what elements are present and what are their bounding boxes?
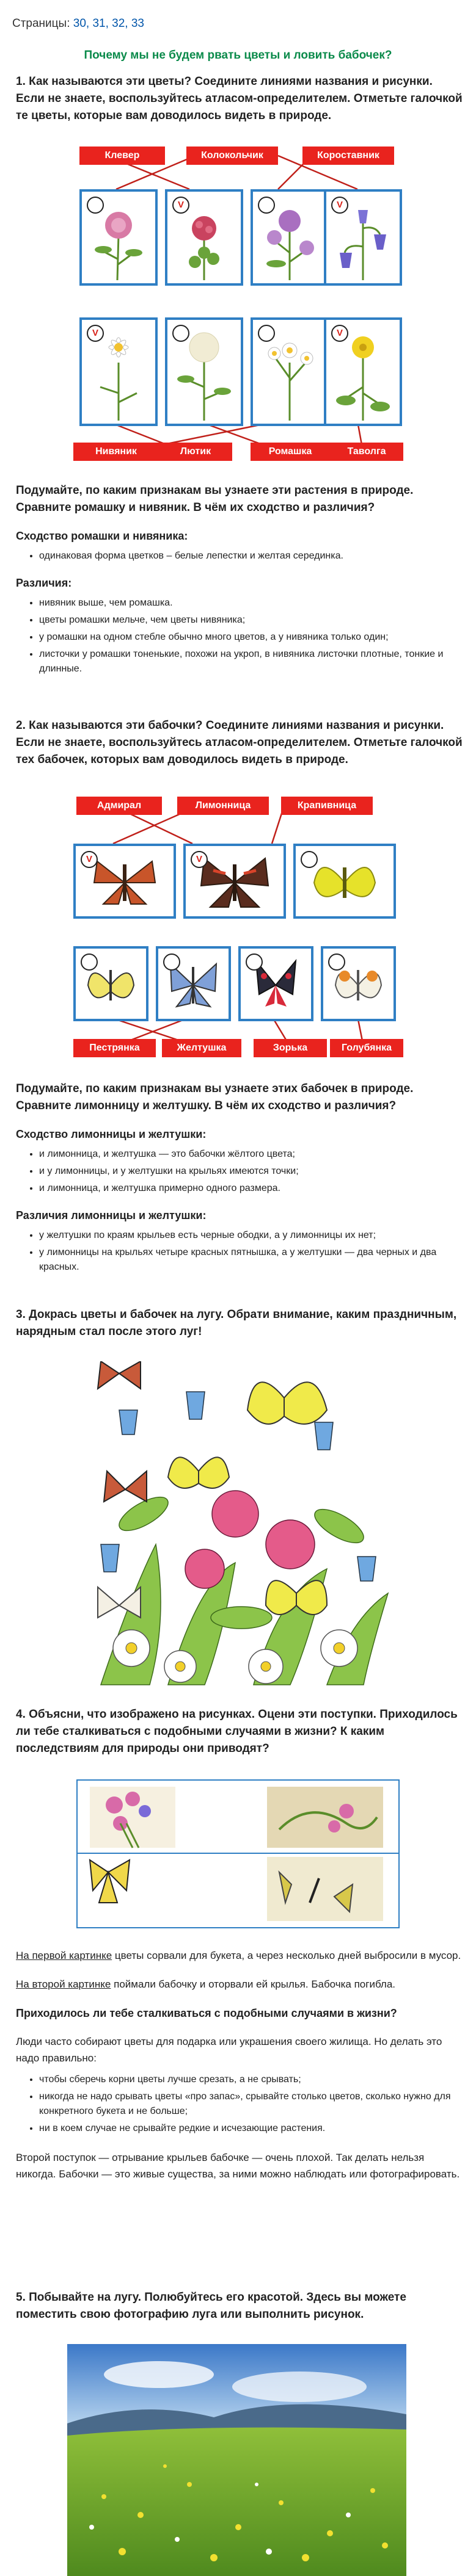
checkbox-circle[interactable] — [301, 851, 318, 868]
label-romashka: Ромашка — [251, 443, 330, 461]
task4-block — [16, 1706, 464, 1757]
divider — [78, 1853, 398, 1854]
compare2-diff-title: Различия лимонницы и желтушки: — [16, 1209, 207, 1221]
list-item: • чтобы сберечь корни цветы лучше срезать, а не срывать; — [39, 2072, 464, 2087]
flower-card-kolokolchik — [324, 189, 402, 286]
task2-question-block — [16, 717, 464, 769]
butterfly-card-admiral — [183, 844, 286, 919]
list-item: • у ромашки на одном стебле обычно много цветов, а у нивяника только один; — [39, 630, 464, 645]
answer-2-link[interactable]: На второй картинке — [16, 1978, 111, 1990]
list-item: • листочки у ромашки тоненькие, похожи на укроп, в нивяника листочки плотные, тонкие и длинные. — [39, 647, 464, 676]
task4-question: 4. Объясни, что изображено на рисунках. Оцени эти поступки. Приходилось ли тебе сталкиваться с подобными случаями в жизни? К каким последствиям для природы они приводят? — [16, 1708, 458, 1755]
compare1-block — [16, 482, 464, 679]
list-item: • одинаковая форма цветков – белые лепестки и желтая серединка. — [39, 549, 464, 563]
label-kolokolchik: Колокольчик — [186, 147, 278, 165]
flower-card-taleb — [251, 189, 329, 286]
actions-drawing — [78, 1781, 398, 1927]
list-item: • и лимонница, и желтушка примерно одного размера. — [39, 1181, 464, 1196]
list-item: • цветы ромашки мельче, чем цветы нивяника; — [39, 613, 464, 628]
list-item: • никогда не надо срывать цветы «про запас», срывайте столько цветов, сколько нужно для конкретного букета и не больше; — [39, 2089, 464, 2119]
answer-1 — [16, 1947, 464, 1964]
checkbox-checked[interactable]: V — [331, 325, 348, 342]
label-pestryanka: Пестрянка — [73, 1039, 156, 1057]
label-korostavnik: Короставник — [302, 147, 394, 165]
meadow-photo — [67, 2344, 406, 2576]
actions-picture — [76, 1779, 400, 1928]
butterfly-card-krapivnitsa — [73, 844, 176, 919]
flowers-exercise — [70, 143, 406, 467]
compare2-question: Подумайте, по каким признакам вы узнаете этих бабочек в природе. Сравните лимонницу и желтушку. В чём их сходство и различия? — [16, 1082, 414, 1112]
meadow-coloring-picture — [82, 1361, 394, 1691]
task5-question: 5. Побывайте на лугу. Полюбуйтесь его красотой. Здесь вы можете поместить свою фотографию луга или выполнить рисунок. — [16, 2291, 406, 2321]
answer-1-link[interactable]: На первой картинке — [16, 1950, 112, 1961]
checkbox-checked[interactable]: V — [87, 325, 104, 342]
task2-question: 2. Как называются эти бабочки? Соедините линиями названия и рисунки. Если не знаете, воспользуйтесь атласом-определителем. Отметьте галочкой тех бабочек, которых вам доводилось видеть в природе. — [16, 719, 463, 766]
pages-links[interactable]: 30, 31, 32, 33 — [73, 17, 144, 30]
meadow-landscape — [67, 2344, 406, 2576]
label-zheltushka: Желтушка — [162, 1039, 241, 1057]
list-item: • у желтушки по краям крыльев есть черные ободки, а у лимонницы их нет; — [39, 1228, 464, 1243]
checkbox-checked[interactable]: V — [81, 851, 98, 868]
checkbox-checked[interactable]: V — [191, 851, 208, 868]
flower-card-romashka — [251, 317, 329, 426]
label-limonnitsa: Лимонница — [177, 797, 269, 815]
label-golubyanka: Голубянка — [330, 1039, 403, 1057]
checkbox-circle[interactable] — [172, 325, 189, 342]
task3-question: 3. Докрась цветы и бабочек на лугу. Обрати внимание, каким праздничным, нарядным стал после этого луг! — [16, 1308, 457, 1338]
task4-p2: Второй поступок — отрывание крыльев бабочке — очень плохой. Так делать нельзя никогда. Бабочки — это живые существа, за ними можно наблюдать или фотографировать. — [16, 2152, 460, 2180]
task1-question-block — [16, 73, 464, 125]
compare2-block — [16, 1080, 464, 1277]
answer-2-text: поймали бабочку и оторвали ей крылья. Бабочка погибла. — [111, 1978, 396, 1990]
compare1-diff-list — [16, 596, 464, 676]
task4-q2: Приходилось ли тебе сталкиваться с подобными случаями в жизни? — [16, 2007, 397, 2019]
list-item: • у лимонницы на крыльях четыре красных пятнышка, а у желтушки — два черных и два красных. — [39, 1245, 464, 1275]
checkbox-checked[interactable]: V — [331, 197, 348, 214]
flower-card-klever — [165, 189, 243, 286]
label-tavolga: Таволга — [330, 443, 403, 461]
checkbox-checked[interactable]: V — [172, 197, 189, 214]
compare1-sim-list — [16, 549, 464, 563]
flower-card-nivyanik — [79, 189, 158, 286]
label-admiral: Адмирал — [76, 797, 162, 815]
butterfly-card-limonnitsa — [293, 844, 396, 919]
list-item: • и у лимонницы, и у желтушки на крыльях имеются точки; — [39, 1164, 464, 1179]
meadow-drawing — [82, 1361, 394, 1691]
compare2-sim-title: Сходство лимонницы и желтушки: — [16, 1128, 207, 1140]
checkbox-circle[interactable] — [87, 197, 104, 214]
compare2-diff-list — [16, 1228, 464, 1275]
compare1-question: Подумайте, по каким признакам вы узнаете эти растения в природе. Сравните ромашку и нивяник. В чём их сходство и различия? — [16, 484, 414, 514]
list-item: • и лимонница, и желтушка — это бабочки жёлтого цвета; — [39, 1147, 464, 1162]
butterfly-card-zorka — [321, 946, 396, 1021]
butterfly-card-pestryanka — [238, 946, 313, 1021]
pages-line — [0, 0, 476, 31]
list-item: • ни в коем случае не срывайте редкие и исчезающие растения. — [39, 2121, 464, 2136]
pages-prefix: Страницы: — [12, 17, 70, 30]
flower-card-tavolga — [165, 317, 243, 426]
label-lyutik: Лютик — [159, 443, 232, 461]
task1-question: 1. Как называются эти цветы? Соедините линиями названия и рисунки. Если не знаете, воспользуйтесь атласом-определителем. Отметьте галочкой те цветы, которые вам доводилось видеть в природе. — [16, 75, 463, 122]
answer-1-text: цветы сорвали для букета, а через несколько дней выбросили в мусор. — [112, 1950, 461, 1961]
page-title: Почему мы не будем рвать цветы и ловить бабочек? — [84, 49, 392, 62]
checkbox-circle[interactable] — [163, 953, 180, 971]
checkbox-circle[interactable] — [258, 197, 275, 214]
label-nivyanik: Нивяник — [73, 443, 159, 461]
checkbox-circle[interactable] — [258, 325, 275, 342]
butterfly-link-lines — [70, 794, 406, 1062]
list-item: • нивяник выше, чем ромашка. — [39, 596, 464, 610]
task4-rules — [16, 2072, 464, 2136]
flower-card-lyutik — [79, 317, 158, 426]
butterflies-exercise — [70, 794, 406, 1062]
checkbox-circle[interactable] — [81, 953, 98, 971]
butterfly-card-golubyanka — [156, 946, 231, 1021]
label-klever: Клевер — [79, 147, 165, 165]
checkbox-circle[interactable] — [328, 953, 345, 971]
label-krapivnitsa: Крапивница — [281, 797, 373, 815]
compare1-diff-title: Различия: — [16, 577, 72, 589]
task3-question-block — [16, 1306, 464, 1340]
task4-answers — [16, 1947, 464, 2182]
compare2-sim-list — [16, 1147, 464, 1196]
answer-2 — [16, 1976, 464, 1992]
checkbox-circle[interactable] — [246, 953, 263, 971]
task5-block — [16, 2289, 464, 2323]
butterfly-card-zheltushka — [73, 946, 148, 1021]
label-zorka: Зорька — [254, 1039, 327, 1057]
task4-p1: Люди часто собирают цветы для подарка или украшения своего жилища. Но делать это надо правильно: — [16, 2036, 442, 2064]
flower-card-buttercup — [324, 317, 402, 426]
compare1-sim-title: Сходство ромашки и нивяника: — [16, 530, 188, 542]
